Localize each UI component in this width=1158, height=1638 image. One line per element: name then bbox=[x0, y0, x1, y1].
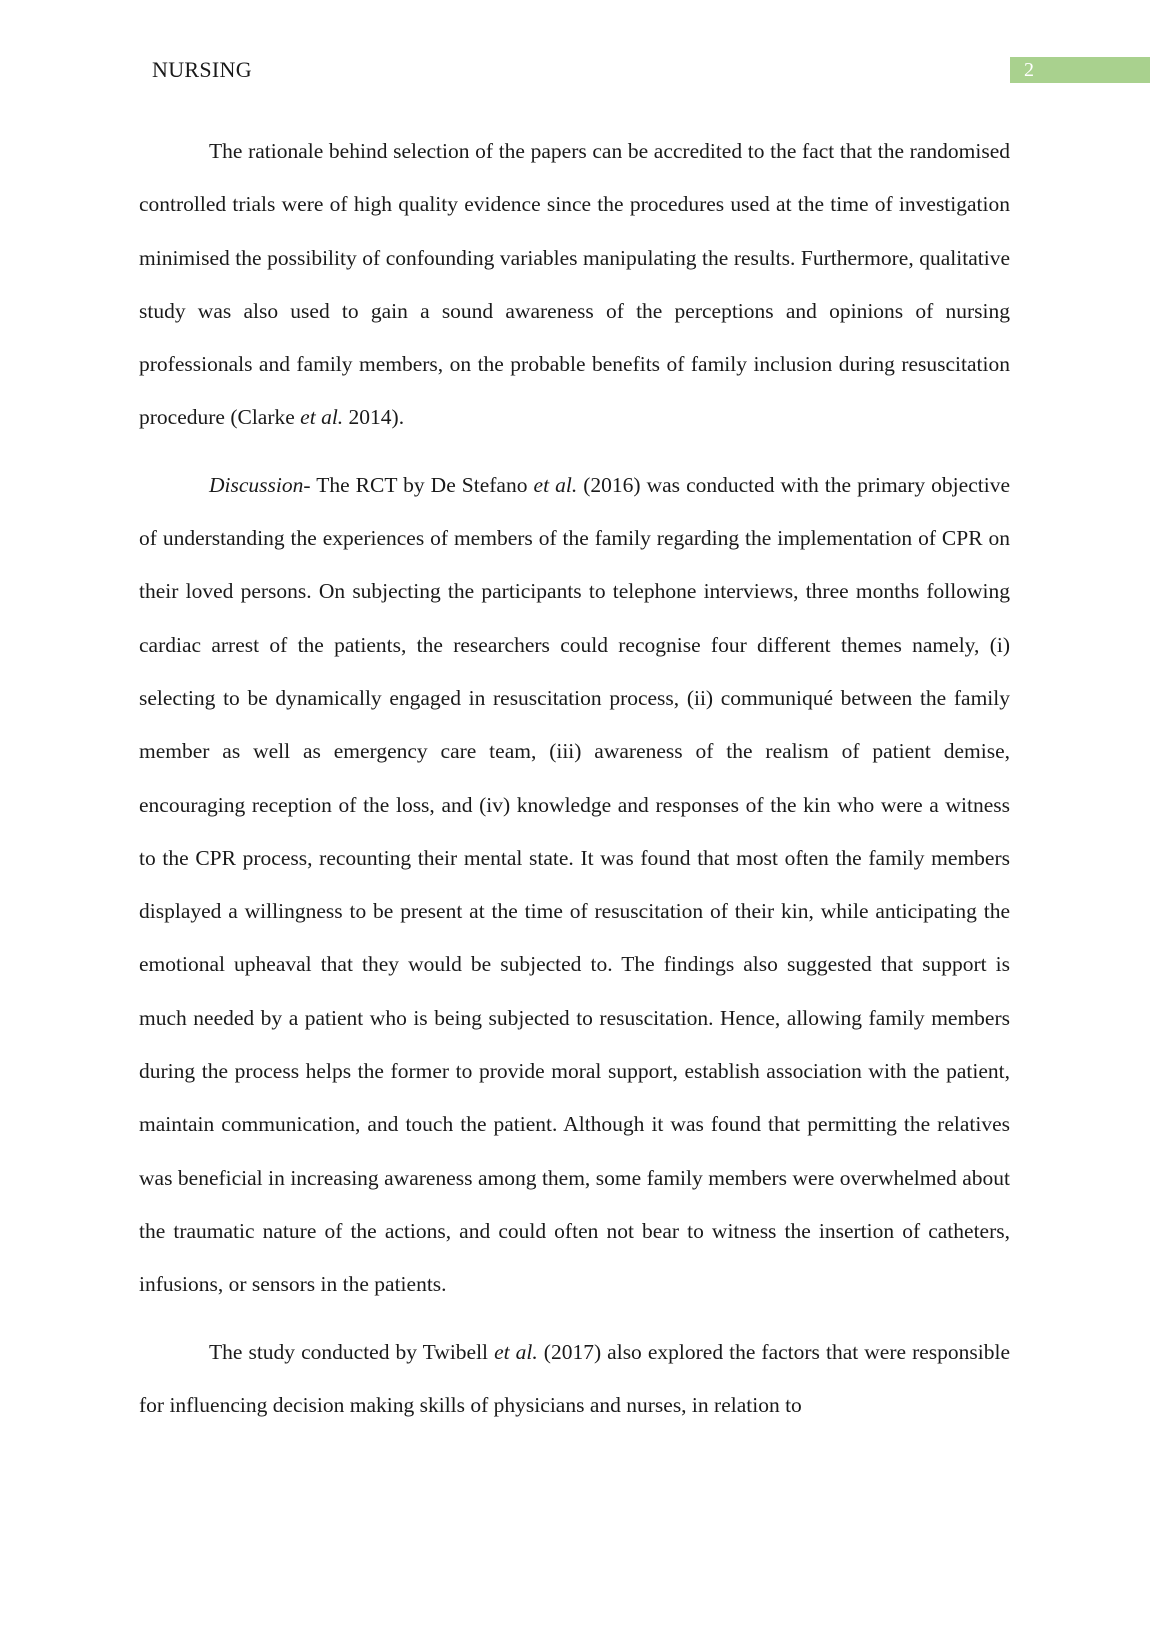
paragraph-text: - The RCT by De Stefano bbox=[303, 472, 534, 497]
section-label: Discussion bbox=[209, 472, 304, 497]
page-number: 2 bbox=[1024, 59, 1034, 81]
document-body bbox=[139, 125, 1010, 1432]
paragraph-rationale bbox=[139, 125, 1010, 445]
running-head-title: NURSING bbox=[152, 57, 252, 82]
paragraph-text: (2017) also explored the factors that were responsible for influencing decision making skills of physicians and nurses, in relation to bbox=[139, 1339, 1011, 1417]
paragraph-text: 2014). bbox=[343, 405, 405, 430]
paragraph-twibell bbox=[139, 1326, 1010, 1433]
paragraph-text: The study conducted by Twibell bbox=[209, 1339, 495, 1364]
citation-etal: et al. bbox=[533, 472, 578, 497]
paragraph-text: The rationale behind selection of the papers can be accredited to the fact that the randomised controlled trials were of high quality evidence since the procedures used at the time of investigation minimised the possibility of confounding variables manipulating the results. Furthermore, qualitative study was also used to gain a sound awareness of the perceptions and opinions of nursing professionals and family members, on the probable benefits of family inclusion during resuscitation procedure (Clarke bbox=[139, 139, 1010, 430]
citation-etal: et al. bbox=[300, 405, 344, 430]
paragraph-discussion bbox=[139, 459, 1010, 1312]
paragraph-text: (2016) was conducted with the primary objective of understanding the experiences of members of the family regarding the implementation of CPR on their loved persons. On subjecting the participants to telephone interviews, three months following cardiac arrest of the patients, the researchers could recognise four different themes namely, (i) selecting to be dynamically engaged in resuscitation process, (ii) communiqué between the family member as well as emergency care team, (iii) awareness of the realism of patient demise, encouraging reception of the loss, and (iv) knowledge and responses of the kin who were a witness to the CPR process, recounting their mental state. It was found that most often the family members displayed a willingness to be present at the time of resuscitation of their kin, while anticipating the emotional upheaval that they would be subjected to. The findings also suggested that support is much needed by a patient who is being subjected to resuscitation. Hence, allowing family members during the process helps the former to provide moral support, establish association with the patient, maintain communication, and touch the patient. Although it was found that permitting the relatives was beneficial in increasing awareness among them, some family members were overwhelmed about the traumatic nature of the actions, and could often not bear to witness the insertion of catheters, infusions, or sensors in the patients. bbox=[139, 472, 1010, 1297]
citation-etal: et al. bbox=[494, 1339, 538, 1364]
page-number-badge bbox=[1010, 57, 1150, 83]
